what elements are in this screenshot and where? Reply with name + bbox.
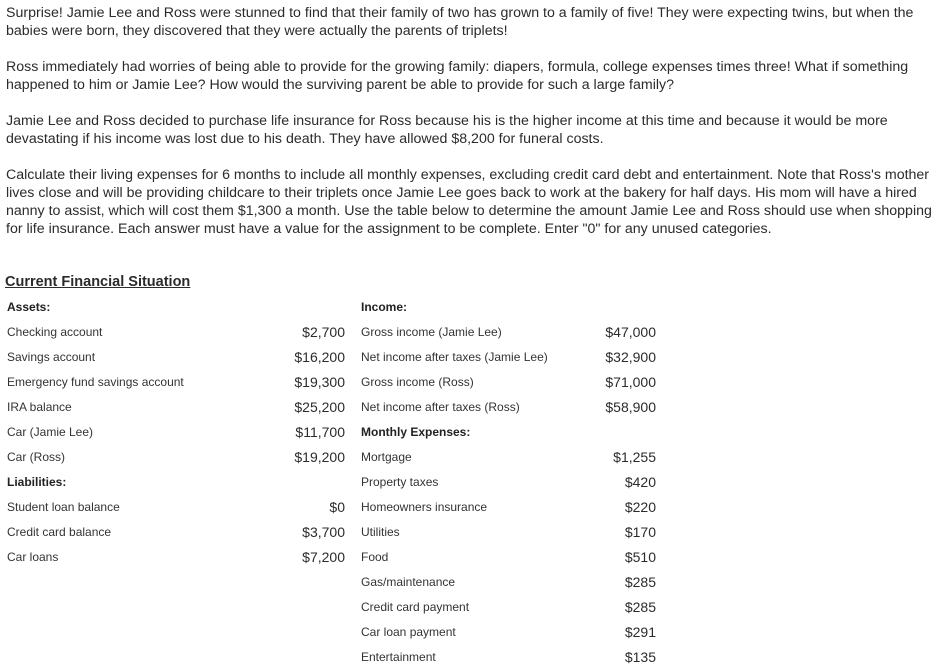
table-row — [0, 419, 656, 444]
income-expense-value: $58,900 — [605, 398, 656, 415]
financial-table — [0, 294, 656, 669]
income-expense-value: $170 — [624, 523, 656, 540]
income-expense-label: Utilities — [361, 524, 400, 539]
asset-label: Student loan balance — [7, 499, 120, 514]
asset-label: Emergency fund savings account — [7, 374, 184, 389]
table-row — [0, 369, 656, 394]
asset-label: IRA balance — [7, 399, 72, 414]
income-expense-label: Food — [361, 549, 389, 564]
table-row — [0, 444, 656, 469]
income-expense-label: Gas/maintenance — [361, 574, 456, 589]
asset-value — [232, 294, 345, 319]
table-row — [0, 544, 656, 569]
asset-value — [232, 619, 345, 644]
intro-paragraph-2: Ross immediately had worries of being able to provide for the growing family: diapers, formula, college expenses times three! What if something happened to him or Jamie Lee? How would the surviving parent be able to provide for such a large family? — [6, 59, 909, 93]
asset-label — [0, 594, 232, 619]
table-row — [0, 294, 656, 319]
asset-value: $16,200 — [294, 348, 345, 365]
income-expense-value: $1,255 — [613, 448, 656, 465]
income-expense-label: Property taxes — [361, 474, 439, 489]
asset-value: $19,300 — [294, 373, 345, 390]
income-expense-value: $510 — [624, 548, 656, 565]
intro-paragraph-3: Jamie Lee and Ross decided to purchase life insurance for Ross because his is the higher income at this time and because it would be more devastating if his income was lost due to his death. They have allowed $8,200 for funeral costs. — [6, 113, 888, 147]
section-title: Current Financial Situation — [5, 274, 191, 290]
income-expense-label: Gross income (Jamie Lee) — [361, 324, 502, 339]
income-expense-label: Mortgage — [361, 449, 412, 464]
asset-label: Car (Jamie Lee) — [7, 424, 94, 439]
asset-value — [232, 644, 345, 669]
table-row — [0, 644, 656, 669]
table-row — [0, 519, 656, 544]
asset-label: Assets: — [7, 299, 51, 314]
table-row — [0, 569, 656, 594]
table-row — [0, 394, 656, 419]
table-row — [0, 469, 656, 494]
income-expense-value: $220 — [624, 498, 656, 515]
asset-value: $3,700 — [302, 523, 345, 540]
table-row — [0, 494, 656, 519]
income-expense-label: Gross income (Ross) — [361, 374, 474, 389]
income-expense-label: Car loan payment — [361, 624, 456, 639]
income-expense-value — [571, 294, 656, 319]
income-expense-label: Homeowners insurance — [361, 499, 488, 514]
income-expense-label: Entertainment — [361, 649, 436, 664]
asset-value: $2,700 — [302, 323, 345, 340]
financial-table-body — [0, 294, 656, 669]
income-expense-value: $285 — [624, 573, 656, 590]
table-row — [0, 319, 656, 344]
income-expense-label: Monthly Expenses: — [361, 424, 471, 439]
asset-label: Savings account — [7, 349, 96, 364]
asset-value: $19,200 — [294, 448, 345, 465]
asset-label: Checking account — [7, 324, 103, 339]
asset-value: $7,200 — [302, 548, 345, 565]
asset-label: Car (Ross) — [7, 449, 66, 464]
income-expense-value: $291 — [624, 623, 656, 640]
asset-label: Liabilities: — [7, 474, 67, 489]
asset-value — [232, 469, 345, 494]
income-expense-label: Income: — [361, 299, 408, 314]
asset-label — [0, 619, 232, 644]
asset-value: $0 — [329, 498, 345, 515]
income-expense-value: $285 — [624, 598, 656, 615]
income-expense-label: Net income after taxes (Jamie Lee) — [361, 349, 548, 364]
income-expense-value: $32,900 — [605, 348, 656, 365]
asset-value — [232, 569, 345, 594]
intro-paragraph-1: Surprise! Jamie Lee and Ross were stunned to find that their family of two has grown to a family of five! They were expecting twins, but when the babies were born, they discovered that they were actually the parents of triplets! — [6, 5, 914, 39]
asset-value: $25,200 — [294, 398, 345, 415]
asset-value: $11,700 — [295, 423, 345, 440]
asset-label: Credit card balance — [7, 524, 112, 539]
income-expense-label: Net income after taxes (Ross) — [361, 399, 520, 414]
table-row — [0, 344, 656, 369]
income-expense-value: $420 — [624, 473, 656, 490]
asset-label: Car loans — [7, 549, 59, 564]
income-expense-value: $71,000 — [605, 373, 656, 390]
asset-value — [232, 594, 345, 619]
asset-label — [0, 644, 232, 669]
income-expense-value — [571, 419, 656, 444]
asset-label — [0, 569, 232, 594]
income-expense-value: $47,000 — [605, 323, 656, 340]
intro-paragraph-4: Calculate their living expenses for 6 months to include all monthly expenses, excluding credit card debt and entertainment. Note that Ross's mother lives close and will be providing childcare to their triplets once Jamie Lee goes back to work at the bakery for half days. His mom will have a hired nanny to assist, which will cost them $1,300 a month. Use the table below to determine the amount Jamie Lee and Ross should use when shopping for life insurance. Each answer must have a value for the assignment to be complete. Enter "0" for any unused categories. — [6, 167, 932, 237]
table-row — [0, 619, 656, 644]
income-expense-label: Credit card payment — [361, 599, 470, 614]
income-expense-value: $135 — [624, 648, 656, 665]
table-row — [0, 594, 656, 619]
